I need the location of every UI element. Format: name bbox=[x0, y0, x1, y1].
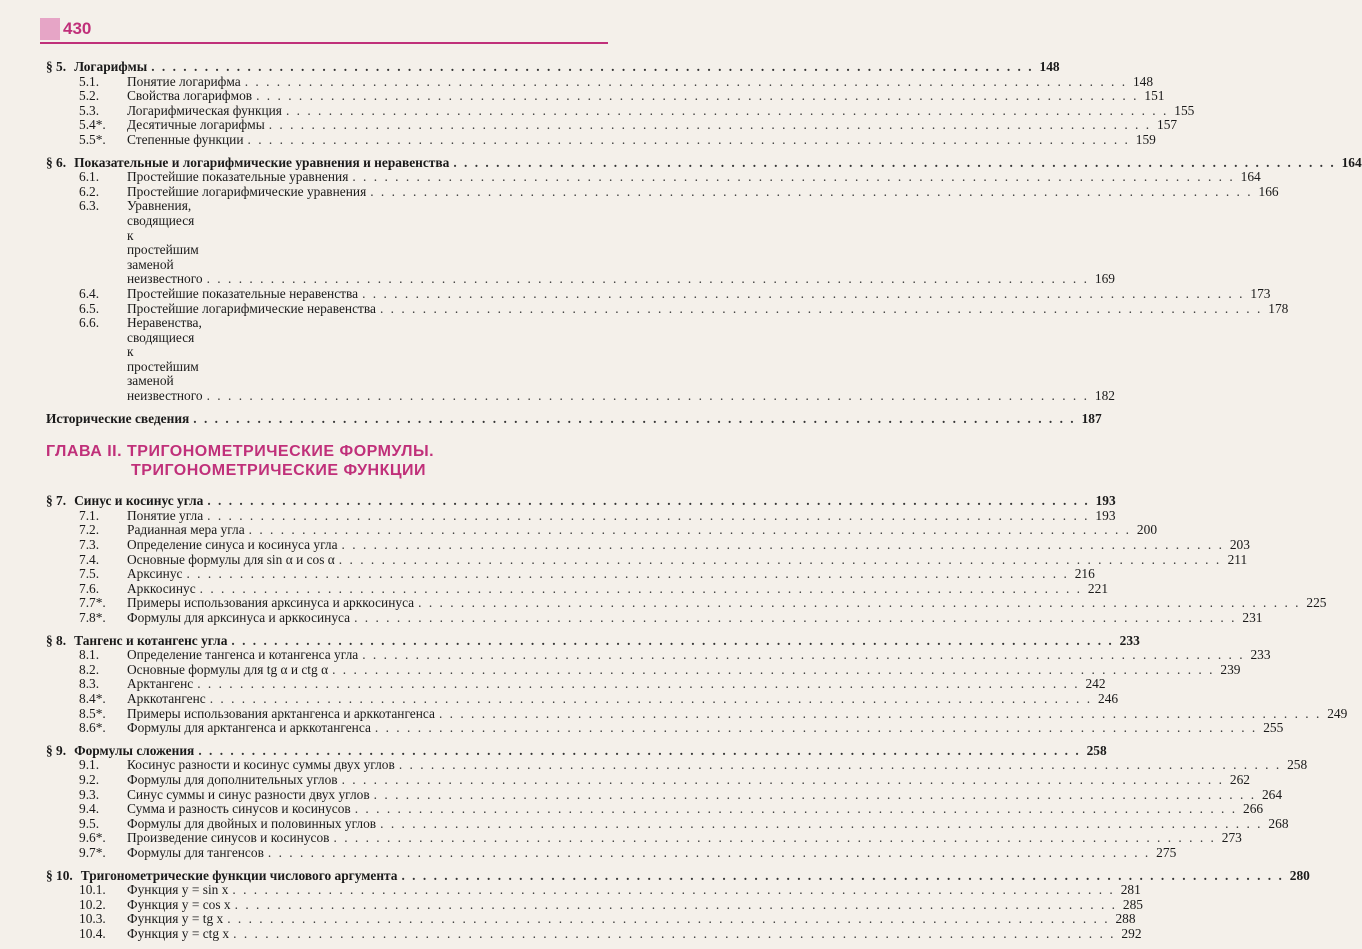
item-title-line2: неизвестного bbox=[127, 271, 203, 287]
item-number: 9.6*. bbox=[79, 830, 106, 846]
item-number: 7.5. bbox=[79, 566, 100, 582]
toc-item[interactable] bbox=[46, 690, 1119, 707]
toc-item[interactable] bbox=[46, 705, 1348, 722]
item-page: 255 bbox=[1263, 720, 1284, 736]
leader-dots bbox=[207, 509, 1089, 524]
item-number: 8.3. bbox=[79, 676, 100, 692]
toc-section bbox=[46, 632, 1348, 736]
item-page: 285 bbox=[1122, 896, 1143, 912]
leader-dots bbox=[374, 788, 1256, 803]
toc-item[interactable] bbox=[46, 647, 1271, 663]
item-page: 288 bbox=[1115, 911, 1136, 927]
leader-dots bbox=[233, 927, 1115, 942]
item-number: 6.5. bbox=[79, 300, 100, 316]
toc-item[interactable] bbox=[46, 676, 1106, 692]
leader-dots bbox=[339, 553, 1221, 568]
leader-dots bbox=[210, 692, 1092, 707]
toc-item[interactable] bbox=[46, 169, 1261, 185]
item-number: 7.7*. bbox=[79, 595, 106, 611]
item-page: 193 bbox=[1095, 507, 1116, 523]
item-page: 178 bbox=[1268, 300, 1289, 316]
item-page: 242 bbox=[1085, 676, 1106, 692]
toc-item[interactable] bbox=[46, 300, 1289, 317]
item-title: Сумма и разность синусов и косинусов bbox=[127, 801, 351, 817]
item-number: 9.1. bbox=[79, 757, 100, 773]
item-number: 7.3. bbox=[79, 537, 100, 553]
item-title-line1: Уравнения, сводящиеся к простейшим заменой bbox=[127, 198, 199, 272]
section-title: Тангенс и котангенс угла bbox=[74, 632, 228, 648]
section-page: 164 bbox=[1341, 154, 1362, 170]
chapter-title-line1: ГЛАВА II. ТРИГОНОМЕТРИЧЕСКИЕ ФОРМУЛЫ. bbox=[46, 443, 435, 461]
item-number: 5.5*. bbox=[79, 131, 106, 147]
item-title: Функция y = tg x bbox=[127, 911, 224, 927]
item-number: 8.6*. bbox=[79, 720, 106, 736]
leader-dots bbox=[332, 663, 1214, 678]
leader-dots bbox=[380, 817, 1262, 832]
item-page: 266 bbox=[1243, 801, 1264, 817]
page-number: 430 bbox=[63, 19, 92, 38]
section-page: 280 bbox=[1289, 867, 1310, 883]
item-title bbox=[127, 316, 203, 404]
section-title: Формулы сложения bbox=[74, 742, 195, 758]
toc-item[interactable] bbox=[46, 117, 1178, 133]
item-title: Арккосинус bbox=[127, 580, 196, 596]
toc-item[interactable] bbox=[46, 911, 1136, 927]
leader-dots bbox=[269, 118, 1151, 133]
item-page: 239 bbox=[1220, 661, 1241, 677]
item-page: 166 bbox=[1258, 183, 1279, 199]
toc-item[interactable] bbox=[46, 566, 1095, 582]
toc-historical[interactable] bbox=[46, 410, 1102, 427]
item-number: 6.3. bbox=[79, 198, 100, 214]
item-number: 6.6. bbox=[79, 315, 100, 331]
item-page: 151 bbox=[1144, 88, 1165, 104]
sections-group-b bbox=[46, 493, 1348, 941]
item-page: 273 bbox=[1221, 830, 1242, 846]
item-page: 231 bbox=[1242, 610, 1263, 625]
item-number: 7.8*. bbox=[79, 610, 106, 625]
leader-dots bbox=[193, 412, 1075, 427]
leader-dots bbox=[370, 185, 1252, 200]
leader-dots bbox=[334, 831, 1216, 846]
item-title-line2: неизвестного bbox=[127, 388, 203, 404]
section-title: Показательные и логарифмические уравнения и неравенства bbox=[74, 154, 450, 170]
item-page: 292 bbox=[1121, 925, 1142, 941]
toc-item[interactable] bbox=[46, 720, 1284, 736]
leader-dots bbox=[286, 104, 1168, 119]
section-title: Синус и косинус угла bbox=[74, 493, 204, 509]
chapter-title-line2: ТРИГОНОМЕТРИЧЕСКИЕ ФУНКЦИИ bbox=[131, 462, 427, 480]
item-number: 9.5. bbox=[79, 815, 100, 831]
leader-dots bbox=[249, 523, 1131, 538]
toc-section-heading[interactable] bbox=[46, 154, 1362, 171]
item-title: Радианная мера угла bbox=[127, 522, 245, 538]
section-number: § 10. bbox=[46, 867, 73, 883]
toc-item[interactable] bbox=[46, 844, 1177, 861]
toc-item[interactable] bbox=[46, 896, 1143, 913]
item-title: Определение синуса и косинуса угла bbox=[127, 537, 338, 553]
item-title: Формулы для дополнительных углов bbox=[127, 771, 338, 787]
item-title: Простейшие логарифмические неравенства bbox=[127, 300, 376, 316]
leader-dots bbox=[198, 744, 1080, 759]
toc-item[interactable] bbox=[46, 786, 1283, 803]
item-number: 6.4. bbox=[79, 285, 100, 301]
item-page: 200 bbox=[1136, 522, 1158, 538]
leader-dots bbox=[362, 287, 1244, 302]
toc-section-heading[interactable] bbox=[46, 742, 1107, 759]
item-title: Логарифмическая функция bbox=[127, 102, 282, 118]
item-number: 8.5*. bbox=[79, 705, 106, 721]
item-title: Косинус разности и косинус суммы двух углов bbox=[127, 757, 395, 773]
item-title: Формулы для тангенсов bbox=[127, 844, 264, 860]
item-number: 9.2. bbox=[79, 771, 100, 787]
toc-item[interactable] bbox=[46, 537, 1250, 553]
toc-item[interactable] bbox=[46, 757, 1308, 773]
item-page: 225 bbox=[1306, 595, 1327, 611]
item-page: 262 bbox=[1229, 771, 1250, 787]
toc-item[interactable] bbox=[46, 88, 1165, 104]
item-page: 211 bbox=[1227, 551, 1248, 567]
leader-dots bbox=[200, 582, 1082, 597]
item-title: Свойства логарифмов bbox=[127, 88, 253, 104]
item-title: Арктангенс bbox=[127, 676, 194, 692]
item-number: 6.1. bbox=[79, 169, 100, 185]
item-number: 9.3. bbox=[79, 786, 100, 802]
item-number: 5.2. bbox=[79, 88, 100, 104]
toc-item[interactable] bbox=[46, 102, 1195, 119]
leader-dots bbox=[375, 721, 1257, 736]
item-number: 7.4. bbox=[79, 551, 100, 567]
item-number: 8.1. bbox=[79, 647, 100, 663]
item-page: 155 bbox=[1174, 102, 1195, 118]
leader-dots bbox=[151, 60, 1033, 75]
leader-dots bbox=[256, 89, 1138, 104]
leader-dots bbox=[362, 648, 1244, 663]
section-page: 193 bbox=[1095, 493, 1116, 509]
item-number: 9.7*. bbox=[79, 844, 106, 860]
item-number: 5.3. bbox=[79, 102, 100, 118]
leader-dots bbox=[186, 567, 1068, 582]
item-title: Простейшие показательные уравнения bbox=[127, 169, 349, 185]
leader-dots bbox=[342, 773, 1224, 788]
section-number: § 6. bbox=[46, 154, 67, 170]
section-number: § 5. bbox=[46, 59, 67, 74]
header-rule bbox=[40, 42, 608, 44]
leader-dots bbox=[231, 634, 1113, 649]
item-title: Простейшие показательные неравенства bbox=[127, 285, 359, 301]
item-page: 203 bbox=[1229, 537, 1250, 553]
item-number: 5.4*. bbox=[79, 117, 106, 133]
chapter-heading bbox=[46, 442, 586, 480]
toc-historical-page: 187 bbox=[1081, 410, 1102, 426]
leader-dots bbox=[248, 133, 1130, 148]
item-number: 9.4. bbox=[79, 801, 100, 817]
toc-item[interactable] bbox=[46, 73, 1154, 90]
toc-section-heading[interactable] bbox=[46, 59, 1060, 75]
toc-item[interactable] bbox=[46, 801, 1264, 817]
item-page: 182 bbox=[1094, 388, 1115, 404]
item-title: Функция y = ctg x bbox=[127, 925, 230, 941]
toc-item[interactable] bbox=[46, 830, 1242, 846]
item-page: 169 bbox=[1094, 271, 1115, 287]
item-page: 148 bbox=[1132, 73, 1154, 89]
toc-item[interactable] bbox=[46, 183, 1279, 200]
item-title: Произведение синусов и косинусов bbox=[127, 830, 330, 846]
item-title: Понятие логарифма bbox=[127, 73, 241, 89]
section-title: Тригонометрические функции числового аргумента bbox=[80, 867, 398, 883]
leader-dots bbox=[342, 538, 1224, 553]
section-number: § 9. bbox=[46, 742, 67, 758]
toc-item[interactable] bbox=[46, 580, 1109, 597]
leader-dots bbox=[418, 596, 1300, 611]
item-title: Примеры использования арксинуса и арккосинуса bbox=[127, 595, 415, 611]
item-title: Формулы для двойных и половинных углов bbox=[127, 815, 377, 831]
item-page: 246 bbox=[1098, 690, 1119, 706]
item-title: Арккотангенс bbox=[127, 690, 206, 706]
section-page: 233 bbox=[1119, 632, 1140, 648]
item-title: Функция y = sin x bbox=[127, 882, 229, 898]
item-page: 216 bbox=[1074, 566, 1095, 582]
toc-item[interactable] bbox=[46, 507, 1116, 524]
item-page: 258 bbox=[1287, 757, 1308, 773]
item-title: Простейшие логарифмические уравнения bbox=[127, 183, 367, 199]
toc-item[interactable] bbox=[46, 131, 1156, 148]
item-number: 10.1. bbox=[79, 882, 106, 898]
toc-section bbox=[46, 493, 1327, 625]
item-number: 7.2. bbox=[79, 522, 100, 538]
item-title: Арксинус bbox=[127, 566, 183, 582]
item-title-line1: Неравенства, сводящиеся к простейшим заменой bbox=[127, 315, 202, 389]
item-title: Понятие угла bbox=[127, 507, 204, 523]
toc-item[interactable] bbox=[46, 595, 1327, 611]
page-marker bbox=[40, 18, 60, 40]
item-title: Формулы для арксинуса и арккосинуса bbox=[127, 610, 351, 625]
toc-item[interactable] bbox=[46, 198, 1115, 287]
toc-section bbox=[46, 59, 1195, 148]
toc-historical-title: Исторические сведения bbox=[46, 410, 190, 426]
toc-item[interactable] bbox=[46, 815, 1289, 832]
item-number: 8.4*. bbox=[79, 690, 106, 706]
leader-dots bbox=[268, 846, 1150, 861]
toc-item[interactable] bbox=[46, 771, 1250, 788]
toc-item[interactable] bbox=[46, 925, 1142, 942]
toc-section bbox=[46, 867, 1310, 942]
item-page: 268 bbox=[1268, 815, 1289, 831]
section-number: § 7. bbox=[46, 493, 67, 509]
item-page: 159 bbox=[1135, 131, 1156, 147]
leader-dots bbox=[207, 494, 1089, 509]
toc-section-heading[interactable] bbox=[46, 493, 1116, 509]
section-number: § 8. bbox=[46, 632, 67, 648]
leader-dots bbox=[439, 707, 1321, 722]
leader-dots bbox=[245, 75, 1127, 90]
leader-dots bbox=[235, 898, 1117, 913]
leader-dots bbox=[399, 758, 1281, 773]
item-page: 233 bbox=[1250, 647, 1271, 663]
sections-group-a bbox=[46, 59, 1362, 404]
item-title: Степенные функции bbox=[127, 131, 244, 147]
item-number: 10.4. bbox=[79, 925, 106, 941]
item-number: 7.6. bbox=[79, 580, 100, 596]
item-page: 275 bbox=[1156, 844, 1177, 860]
item-title: Формулы для арктангенса и арккотангенса bbox=[127, 720, 371, 736]
leader-dots bbox=[232, 883, 1114, 898]
item-number: 7.1. bbox=[79, 507, 100, 523]
toc-item[interactable] bbox=[46, 285, 1271, 302]
toc-section bbox=[46, 154, 1362, 404]
item-number: 8.2. bbox=[79, 661, 100, 677]
leader-dots bbox=[380, 302, 1262, 317]
leader-dots bbox=[355, 802, 1237, 817]
item-page: 164 bbox=[1240, 169, 1261, 185]
leader-dots bbox=[207, 272, 1089, 287]
item-title: Основные формулы для sin α и cos α bbox=[127, 551, 335, 567]
item-number: 10.3. bbox=[79, 911, 106, 927]
toc-item[interactable] bbox=[46, 522, 1158, 538]
item-title: Функция y = cos x bbox=[127, 896, 231, 912]
section-title: Логарифмы bbox=[74, 59, 148, 74]
toc-section-heading[interactable] bbox=[46, 867, 1310, 884]
leader-dots bbox=[207, 389, 1089, 404]
page-header bbox=[0, 0, 608, 46]
leader-dots bbox=[401, 869, 1283, 884]
leader-dots bbox=[197, 677, 1079, 692]
table-of-contents bbox=[46, 59, 1362, 949]
leader-dots bbox=[227, 912, 1109, 927]
item-title: Основные формулы для tg α и ctg α bbox=[127, 661, 329, 677]
item-number: 10.2. bbox=[79, 896, 106, 912]
toc-item[interactable] bbox=[46, 661, 1241, 678]
item-page: 249 bbox=[1327, 705, 1348, 721]
item-title: Синус суммы и синус разности двух углов bbox=[127, 786, 370, 802]
toc-section bbox=[46, 742, 1308, 861]
toc-section-heading[interactable] bbox=[46, 632, 1140, 649]
item-page: 264 bbox=[1261, 786, 1283, 802]
toc-item[interactable] bbox=[46, 315, 1115, 404]
item-title: Определение тангенса и котангенса угла bbox=[127, 647, 359, 663]
item-page: 281 bbox=[1120, 882, 1141, 898]
item-title: Десятичные логарифмы bbox=[127, 117, 265, 133]
item-number: 6.2. bbox=[79, 183, 100, 199]
item-page: 157 bbox=[1157, 117, 1178, 133]
toc-item[interactable] bbox=[46, 551, 1248, 568]
item-number: 5.1. bbox=[79, 73, 100, 89]
leader-dots bbox=[352, 170, 1234, 185]
item-page: 173 bbox=[1250, 285, 1271, 301]
item-title: Примеры использования арктангенса и арккотангенса bbox=[127, 705, 435, 721]
section-page: 258 bbox=[1086, 742, 1107, 758]
leader-dots bbox=[354, 611, 1236, 626]
leader-dots bbox=[453, 156, 1335, 171]
toc-item[interactable] bbox=[46, 610, 1263, 626]
toc-item[interactable] bbox=[46, 882, 1141, 898]
item-page: 221 bbox=[1087, 580, 1109, 596]
section-page: 148 bbox=[1039, 59, 1060, 74]
item-title bbox=[127, 199, 203, 287]
